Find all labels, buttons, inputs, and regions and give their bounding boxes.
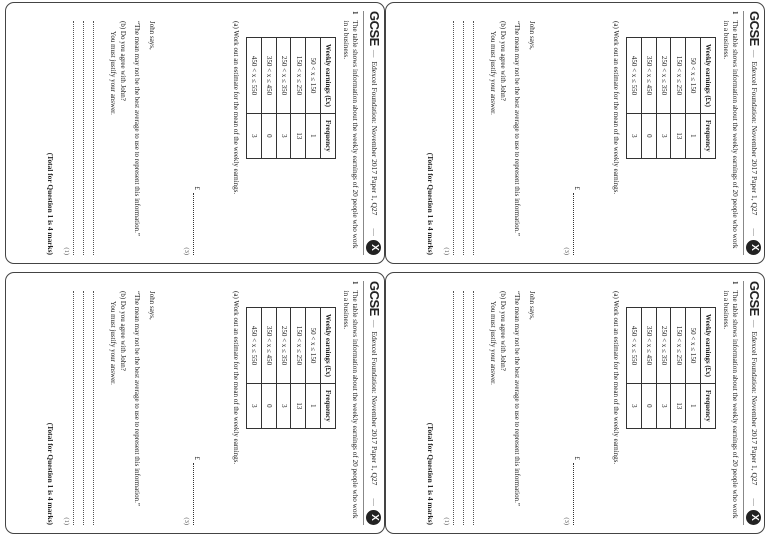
answer-lines-b[interactable] [453, 21, 483, 255]
mark-a: (3) [182, 247, 190, 255]
worksheet-card-bottom-left [5, 272, 385, 534]
header-dash: — [369, 498, 379, 506]
answer-blank[interactable] [193, 193, 201, 255]
part-b-question: (b) Do you agree with John? [119, 291, 128, 371]
maths-logo-icon: X [366, 510, 381, 525]
part-a-question: (a) Work out an estimate for the mean of the weekly earnings. [232, 291, 241, 465]
answer-line-a[interactable] [573, 281, 582, 525]
worksheet-card-bottom-right [385, 272, 765, 534]
exam-reference: Edexcel Foundation: November 2017 Paper 1, Q27 [749, 61, 759, 216]
worksheet-page [6, 273, 385, 534]
table-row [291, 38, 306, 159]
answer-line[interactable] [73, 21, 83, 255]
answer-blank[interactable] [573, 193, 581, 255]
answer-line[interactable] [453, 21, 463, 255]
table-row [276, 308, 291, 429]
table-row [306, 38, 321, 159]
table-header-row [701, 38, 716, 159]
answer-line[interactable] [463, 21, 473, 255]
table-row [262, 38, 277, 159]
gcse-label: GCSE [747, 11, 762, 46]
question-intro: The table shows information about the weekly earnings of 20 people who work in a business. [341, 290, 359, 519]
frequency-cell: 0 [642, 114, 657, 159]
earnings-cell: 350 < x ≤ 450 [262, 38, 277, 114]
frequency-cell: 3 [247, 384, 262, 429]
column-header-frequency: Frequency [321, 384, 336, 429]
earnings-cell: 450 < x ≤ 550 [247, 38, 262, 114]
earnings-table [246, 307, 336, 429]
mark-b: (1) [62, 517, 70, 525]
earnings-cell: 250 < x ≤ 350 [276, 38, 291, 114]
mark-b: (1) [442, 247, 450, 255]
header-dash: — [369, 319, 379, 328]
mark-b: (1) [442, 517, 450, 525]
table-row [642, 308, 657, 429]
question-number: 1 [730, 11, 739, 15]
earnings-cell: 50 < x ≤ 150 [306, 308, 321, 384]
page-header [743, 281, 762, 525]
frequency-cell: 0 [262, 384, 277, 429]
frequency-cell: 3 [627, 114, 642, 159]
answer-line[interactable] [473, 21, 483, 255]
part-a-question: (a) Work out an estimate for the mean of the weekly earnings. [612, 21, 621, 195]
frequency-cell: 3 [247, 114, 262, 159]
frequency-cell: 3 [627, 384, 642, 429]
frequency-cell: 3 [276, 384, 291, 429]
table-row [627, 38, 642, 159]
worksheet-page [6, 3, 385, 264]
pound-sign: £ [193, 456, 202, 460]
john-quote: “The mean may not be the best average to use to represent this information.” [512, 21, 521, 236]
table-row [671, 38, 686, 159]
question-total: (Total for Question 1 is 4 marks) [426, 152, 436, 255]
worksheet-page [386, 273, 765, 534]
column-header-earnings: Weekly earnings (£x) [321, 308, 336, 384]
exam-reference: Edexcel Foundation: November 2017 Paper 1, Q27 [369, 61, 379, 216]
table-row [656, 308, 671, 429]
john-says: John says, [527, 291, 536, 320]
earnings-cell: 450 < x ≤ 550 [247, 308, 262, 384]
answer-blank[interactable] [193, 463, 201, 525]
question-total: (Total for Question 1 is 4 marks) [46, 152, 56, 255]
table-row [686, 308, 701, 429]
question-number: 1 [730, 281, 739, 285]
exam-reference: Edexcel Foundation: November 2017 Paper 1, Q27 [369, 331, 379, 486]
column-header-earnings: Weekly earnings (£x) [701, 38, 716, 114]
table-row [262, 308, 277, 429]
answer-lines-b[interactable] [73, 21, 103, 255]
header-dash: — [369, 49, 379, 58]
column-header-frequency: Frequency [701, 114, 716, 159]
earnings-cell: 150 < x ≤ 250 [291, 38, 306, 114]
part-b-question: (b) Do you agree with John? [499, 21, 508, 101]
column-header-earnings: Weekly earnings (£x) [701, 308, 716, 384]
frequency-cell: 1 [306, 384, 321, 429]
gcse-label: GCSE [747, 281, 762, 316]
part-b-question: (b) Do you agree with John? [119, 21, 128, 101]
justify-instruction: You must justify your answer. [489, 301, 498, 385]
frequency-cell: 0 [642, 384, 657, 429]
answer-lines-b[interactable] [453, 291, 483, 525]
header-dash: — [749, 319, 759, 328]
table-row [686, 38, 701, 159]
header-dash: — [749, 498, 759, 506]
question-intro: The table shows information about the weekly earnings of 20 people who work in a business. [721, 290, 739, 519]
question-number: 1 [350, 11, 359, 15]
column-header-frequency: Frequency [321, 114, 336, 159]
answer-line[interactable] [73, 291, 83, 525]
earnings-cell: 350 < x ≤ 450 [642, 38, 657, 114]
frequency-cell: 1 [306, 114, 321, 159]
page-header [743, 11, 762, 255]
earnings-cell: 250 < x ≤ 350 [276, 308, 291, 384]
answer-line[interactable] [453, 291, 463, 525]
mark-a: (3) [562, 517, 570, 525]
earnings-table [626, 307, 716, 429]
earnings-cell: 350 < x ≤ 450 [642, 308, 657, 384]
table-row [247, 38, 262, 159]
frequency-cell: 13 [671, 384, 686, 429]
worksheet-page [386, 3, 765, 264]
table-row [276, 38, 291, 159]
answer-line[interactable] [83, 291, 93, 525]
pound-sign: £ [573, 456, 582, 460]
table-row [306, 308, 321, 429]
earnings-table [246, 37, 336, 159]
earnings-table [626, 37, 716, 159]
earnings-cell: 450 < x ≤ 550 [627, 308, 642, 384]
answer-line-a[interactable] [193, 281, 202, 525]
page-header [363, 281, 382, 525]
table-header-row [701, 308, 716, 429]
worksheet-card-top-right [385, 2, 765, 264]
answer-lines-b[interactable] [73, 291, 103, 525]
gcse-label: GCSE [367, 281, 382, 316]
justify-instruction: You must justify your answer. [109, 31, 118, 115]
answer-line[interactable] [93, 21, 103, 255]
john-quote: “The mean may not be the best average to use to represent this information.” [132, 21, 141, 236]
answer-line[interactable] [473, 291, 483, 525]
question-row [721, 11, 739, 255]
earnings-cell: 50 < x ≤ 150 [306, 38, 321, 114]
question-total: (Total for Question 1 is 4 marks) [426, 422, 436, 525]
earnings-cell: 50 < x ≤ 150 [686, 308, 701, 384]
john-quote: “The mean may not be the best average to use to represent this information.” [132, 291, 141, 506]
pound-sign: £ [573, 186, 582, 190]
table-header-row [321, 308, 336, 429]
gcse-label: GCSE [367, 11, 382, 46]
column-header-frequency: Frequency [701, 384, 716, 429]
justify-instruction: You must justify your answer. [489, 31, 498, 115]
earnings-cell: 450 < x ≤ 550 [627, 38, 642, 114]
table-row [671, 308, 686, 429]
part-a-question: (a) Work out an estimate for the mean of the weekly earnings. [232, 21, 241, 195]
frequency-cell: 13 [671, 114, 686, 159]
earnings-cell: 350 < x ≤ 450 [262, 308, 277, 384]
answer-line[interactable] [83, 21, 93, 255]
earnings-cell: 150 < x ≤ 250 [671, 38, 686, 114]
answer-blank[interactable] [573, 463, 581, 525]
header-dash: — [369, 228, 379, 236]
worksheet-card-top-left [5, 2, 385, 264]
frequency-cell: 3 [656, 114, 671, 159]
page-header [363, 11, 382, 255]
frequency-cell: 1 [686, 384, 701, 429]
exam-reference: Edexcel Foundation: November 2017 Paper 1, Q27 [749, 331, 759, 486]
justify-instruction: You must justify your answer. [109, 301, 118, 385]
question-row [341, 11, 359, 255]
john-says: John says, [147, 291, 156, 320]
table-header-row [321, 38, 336, 159]
part-b-question: (b) Do you agree with John? [499, 291, 508, 371]
question-number: 1 [350, 281, 359, 285]
part-a-question: (a) Work out an estimate for the mean of the weekly earnings. [612, 291, 621, 465]
maths-logo-icon: X [366, 240, 381, 255]
table-row [247, 308, 262, 429]
question-intro: The table shows information about the weekly earnings of 20 people who work in a business. [341, 20, 359, 249]
earnings-cell: 50 < x ≤ 150 [686, 38, 701, 114]
question-total: (Total for Question 1 is 4 marks) [46, 422, 56, 525]
table-row [656, 38, 671, 159]
header-dash: — [749, 49, 759, 58]
header-dash: — [749, 228, 759, 236]
frequency-cell: 3 [656, 384, 671, 429]
question-row [341, 281, 359, 525]
table-row [291, 308, 306, 429]
frequency-cell: 0 [262, 114, 277, 159]
earnings-cell: 150 < x ≤ 250 [291, 308, 306, 384]
table-row [627, 308, 642, 429]
earnings-cell: 150 < x ≤ 250 [671, 308, 686, 384]
earnings-cell: 250 < x ≤ 350 [656, 308, 671, 384]
john-says: John says, [527, 21, 536, 50]
question-row [721, 281, 739, 525]
pound-sign: £ [193, 186, 202, 190]
frequency-cell: 13 [291, 384, 306, 429]
john-quote: “The mean may not be the best average to use to represent this information.” [512, 291, 521, 506]
table-row [642, 38, 657, 159]
frequency-cell: 1 [686, 114, 701, 159]
maths-logo-icon: X [746, 240, 761, 255]
mark-b: (1) [62, 247, 70, 255]
mark-a: (3) [562, 247, 570, 255]
answer-line[interactable] [463, 291, 473, 525]
maths-logo-icon: X [746, 510, 761, 525]
earnings-cell: 250 < x ≤ 350 [656, 38, 671, 114]
frequency-cell: 13 [291, 114, 306, 159]
answer-line-a[interactable] [573, 11, 582, 255]
question-intro: The table shows information about the weekly earnings of 20 people who work in a business. [721, 20, 739, 249]
john-says: John says, [147, 21, 156, 50]
mark-a: (3) [182, 517, 190, 525]
answer-line[interactable] [93, 291, 103, 525]
frequency-cell: 3 [276, 114, 291, 159]
column-header-earnings: Weekly earnings (£x) [321, 38, 336, 114]
answer-line-a[interactable] [193, 11, 202, 255]
